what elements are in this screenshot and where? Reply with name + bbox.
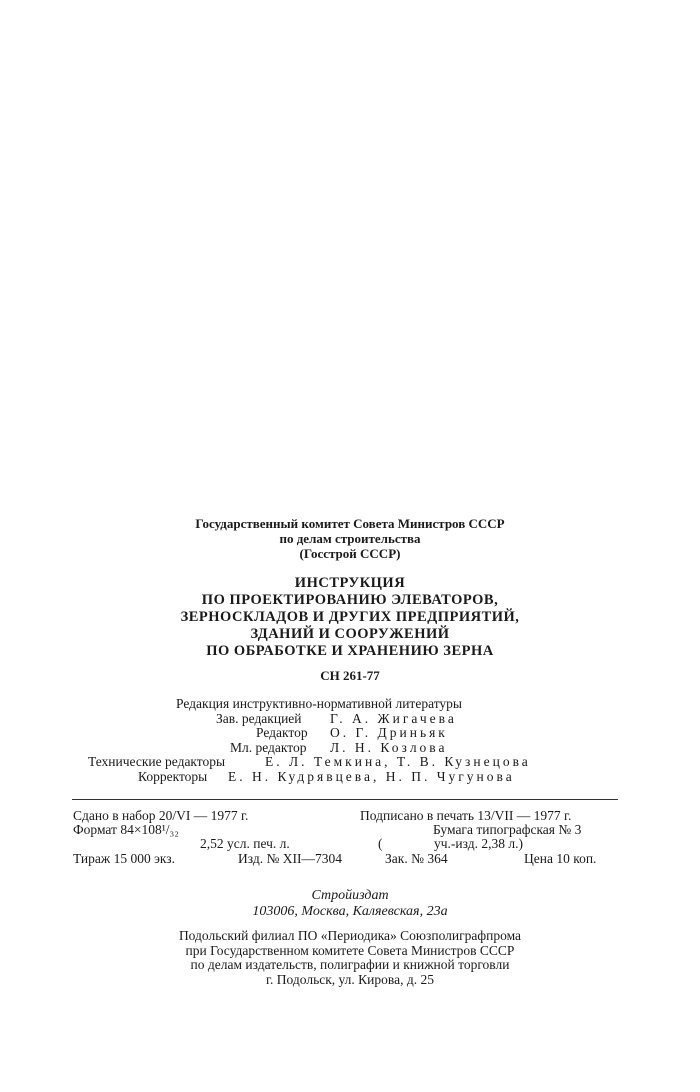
signed-date: Подписано в печать 13/VII — 1977 г.	[360, 808, 572, 823]
paper-type: Бумага типографская № 3	[433, 822, 582, 837]
organization-header	[0, 516, 700, 561]
editorial-office: Редакция инструктивно-нормативной литературы	[176, 696, 462, 711]
editor-role: Редактор	[256, 725, 308, 740]
printed-sheets: 2,52 усл. печ. л.	[200, 836, 290, 851]
tech-editors-row	[0, 755, 700, 770]
junior-editor-name: Л. Н. Козлова	[330, 739, 448, 755]
typeset-date: Сдано в набор 20/VI — 1977 г.	[73, 808, 249, 823]
org-line-3: (Госстрой СССР)	[299, 546, 401, 561]
tech-editors-role: Технические редакторы	[88, 754, 226, 769]
document-code: СН 261-77	[320, 668, 380, 683]
publisher-address: 103006, Москва, Каляевская, 23а	[252, 904, 448, 919]
print-run: Тираж 15 000 экз.	[73, 851, 175, 866]
order-number: Зак. № 364	[385, 851, 448, 866]
printer-block	[0, 929, 700, 987]
document-title	[0, 575, 700, 660]
editor-row	[0, 726, 700, 741]
title-line-1: ИНСТРУКЦИЯ	[294, 575, 406, 591]
proofreaders-names: Е. Н. Кудрявцева, Н. П. Чугунова	[228, 768, 515, 784]
edition-number: Изд. № XII—7304	[238, 851, 342, 866]
head-editor-row	[0, 712, 700, 727]
price: Цена 10 коп.	[524, 851, 597, 866]
title-line-4: ЗДАНИЙ И СООРУЖЕНИЙ	[250, 626, 450, 642]
printer-line-1: Подольский филиал ПО «Периодика» Союзполиграфпрома	[178, 928, 522, 943]
org-line-1: Государственный комитет Совета Министров СССР	[195, 516, 505, 531]
title-line-3: ЗЕРНОСКЛАДОВ И ДРУГИХ ПРЕДПРИЯТИЙ,	[180, 609, 520, 625]
publisher-sheets: уч.-изд. 2,38 л.)	[434, 836, 523, 851]
printer-line-3: по делам издательств, полиграфии и книжной торговли	[190, 957, 510, 972]
printer-line-2: при Государственном комитете Совета Министров СССР	[185, 942, 515, 958]
junior-editor-row	[0, 741, 700, 756]
imprint-divider	[72, 799, 618, 800]
proofreaders-row	[0, 770, 700, 785]
junior-editor-role: Мл. редактор	[230, 739, 307, 755]
title-line-5: ПО ОБРАБОТКЕ И ХРАНЕНИЮ ЗЕРНА	[206, 643, 494, 659]
publisher-block	[0, 888, 700, 920]
org-line-2: по делам строительства	[279, 531, 421, 546]
paper-format: Формат 84×108¹/₃₂	[73, 822, 179, 837]
proofreaders-role: Корректоры	[138, 768, 208, 784]
publisher-name: Стройиздат	[311, 888, 389, 903]
paren-open: (	[378, 836, 383, 851]
head-editor-name: Г. А. Жигачева	[330, 710, 457, 726]
tech-editors-names: Е. Л. Темкина, Т. В. Кузнецова	[265, 754, 531, 769]
editor-name: О. Г. Дриньяк	[330, 725, 448, 740]
editorial-office-row	[0, 697, 700, 712]
printer-line-4: г. Подольск, ул. Кирова, д. 25	[266, 971, 434, 987]
editorial-credits	[0, 697, 700, 784]
title-line-2: ПО ПРОЕКТИРОВАНИЮ ЭЛЕВАТОРОВ,	[201, 592, 499, 608]
head-editor-role: Зав. редакцией	[216, 710, 302, 726]
